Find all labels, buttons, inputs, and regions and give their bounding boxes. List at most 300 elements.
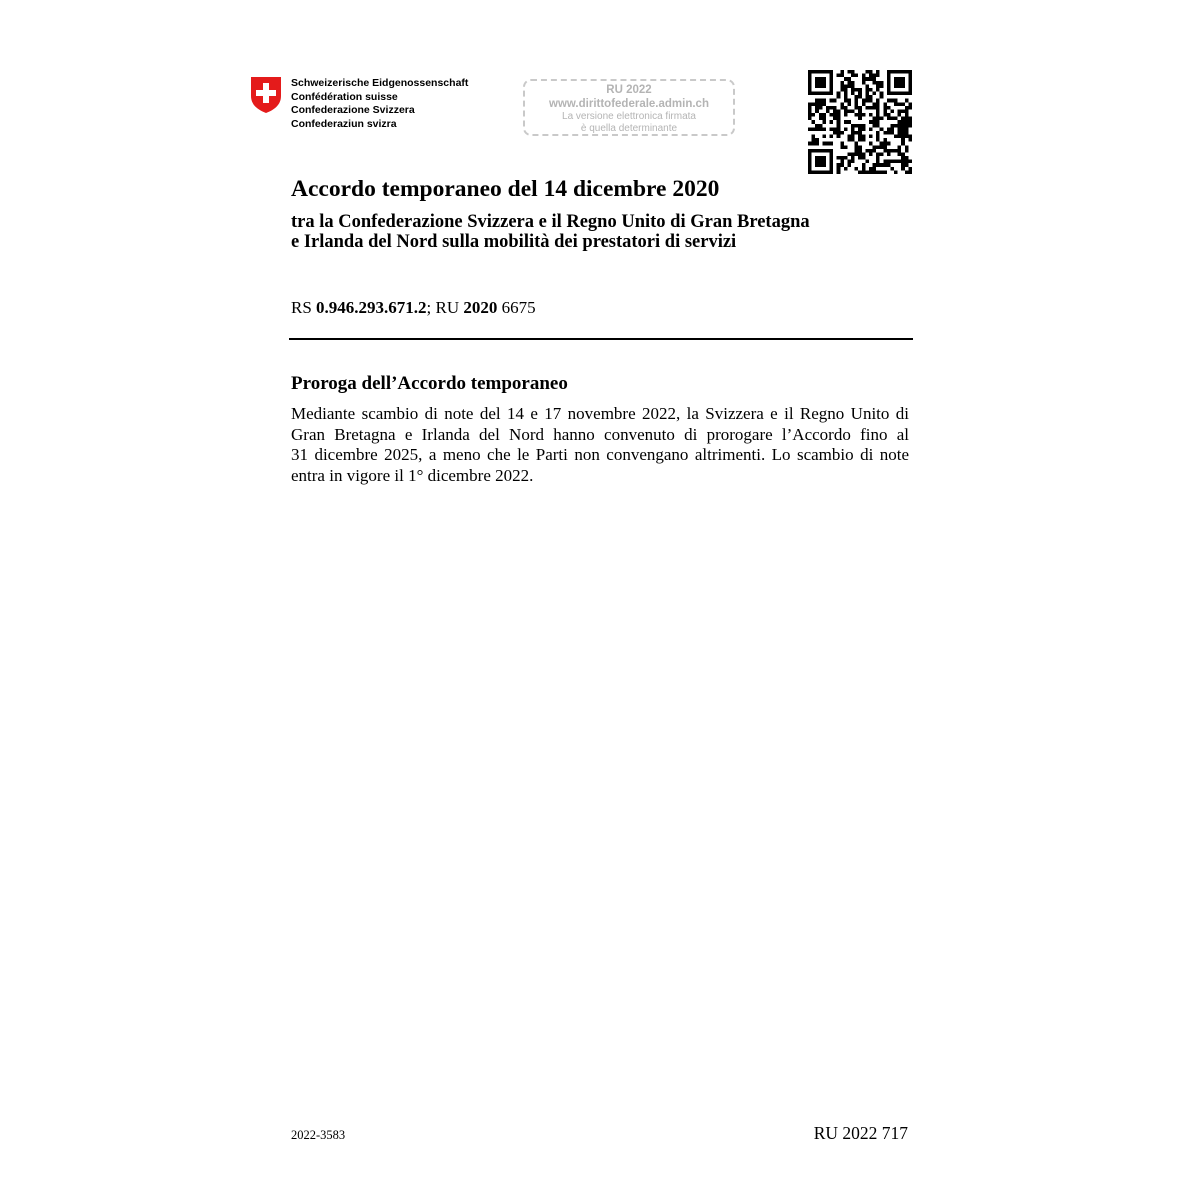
qr-module	[865, 92, 869, 96]
qr-module	[876, 145, 880, 149]
qr-module	[894, 135, 898, 139]
swiss-cross-shield-icon	[250, 76, 282, 114]
qr-module	[844, 77, 848, 81]
qr-module	[862, 113, 866, 117]
qr-module	[822, 127, 826, 131]
qr-module	[812, 127, 816, 131]
qr-module	[858, 124, 862, 128]
qr-module	[894, 170, 898, 174]
qr-module	[812, 102, 816, 106]
rs-number: 0.946.293.671.2	[316, 298, 427, 317]
qr-module	[851, 138, 855, 142]
qr-module	[855, 74, 859, 78]
qr-module	[830, 142, 834, 146]
qr-module	[880, 152, 884, 156]
reference-numbers	[291, 298, 536, 318]
qr-module	[869, 127, 873, 131]
body-line: Mediante scambio di note del 14 e 17 novembre 2022, la Svizzera e il Regno Unito di	[291, 404, 909, 423]
qr-module	[837, 117, 841, 121]
qr-module	[822, 117, 826, 121]
qr-module	[837, 163, 841, 167]
qr-module	[858, 95, 862, 99]
subtitle-line: e Irlanda del Nord sulla mobilità dei prestatori di servizi	[291, 232, 737, 252]
rs-prefix: RS	[291, 298, 317, 317]
qr-module	[815, 127, 819, 131]
qr-module	[833, 127, 837, 131]
qr-module	[876, 81, 880, 85]
qr-module	[869, 106, 873, 110]
qr-module	[873, 170, 877, 174]
qr-module	[901, 102, 905, 106]
qr-module	[890, 149, 894, 153]
qr-module	[873, 81, 877, 85]
qr-module	[865, 99, 869, 103]
qr-module	[876, 70, 880, 74]
qr-module	[837, 170, 841, 174]
qr-module	[847, 160, 851, 164]
qr-module	[901, 167, 905, 171]
qr-module	[901, 131, 905, 135]
qr-module	[883, 149, 887, 153]
qr-module	[876, 138, 880, 142]
qr-module	[901, 124, 905, 128]
qr-module	[880, 145, 884, 149]
qr-module	[851, 135, 855, 139]
qr-module	[822, 135, 826, 139]
qr-module	[822, 142, 826, 146]
qr-module	[851, 81, 855, 85]
qr-module	[887, 149, 891, 153]
qr-module	[887, 113, 891, 117]
qr-module	[908, 120, 912, 124]
qr-module	[883, 138, 887, 142]
qr-module	[855, 95, 859, 99]
qr-module	[833, 106, 837, 110]
qr-module	[869, 70, 873, 74]
qr-module	[905, 149, 909, 153]
qr-module	[901, 117, 905, 121]
qr-module	[851, 84, 855, 88]
swiss-federal-logo	[250, 74, 480, 134]
qr-module	[855, 149, 859, 153]
qr-module	[822, 102, 826, 106]
qr-module	[887, 163, 891, 167]
qr-module	[883, 102, 887, 106]
qr-module	[901, 160, 905, 164]
qr-module	[876, 120, 880, 124]
qr-module	[808, 109, 812, 113]
official-compilation-reference: RU 2022 717	[813, 1123, 908, 1143]
qr-module	[894, 99, 898, 103]
qr-module	[826, 142, 830, 146]
qr-module	[869, 113, 873, 117]
qr-module	[873, 106, 877, 110]
qr-module	[812, 113, 816, 117]
qr-module	[855, 167, 859, 171]
qr-module	[901, 120, 905, 124]
qr-module	[826, 106, 830, 110]
qr-module	[858, 170, 862, 174]
qr-module	[837, 109, 841, 113]
qr-module	[812, 142, 816, 146]
qr-module	[901, 127, 905, 131]
qr-module	[855, 145, 859, 149]
qr-module	[883, 109, 887, 113]
qr-module	[855, 99, 859, 103]
qr-module	[880, 117, 884, 121]
section-body	[291, 404, 909, 486]
qr-module	[862, 156, 866, 160]
qr-module	[865, 160, 869, 164]
qr-module	[844, 113, 848, 117]
qr-module	[898, 152, 902, 156]
qr-module	[908, 117, 912, 121]
qr-module	[851, 124, 855, 128]
qr-module	[844, 127, 848, 131]
qr-module	[847, 81, 851, 85]
qr-module	[905, 135, 909, 139]
qr-module	[865, 149, 869, 153]
qr-module	[837, 74, 841, 78]
qr-module	[905, 109, 909, 113]
qr-module	[840, 74, 844, 78]
qr-module	[905, 156, 909, 160]
qr-module	[819, 99, 823, 103]
qr-module	[847, 163, 851, 167]
qr-module	[840, 70, 844, 74]
qr-module	[873, 145, 877, 149]
qr-module	[858, 138, 862, 142]
qr-module	[833, 99, 837, 103]
qr-module	[840, 106, 844, 110]
qr-module	[898, 127, 902, 131]
ru-year: 2020	[463, 298, 498, 317]
qr-module	[851, 160, 855, 164]
qr-module	[905, 170, 909, 174]
qr-module	[812, 120, 816, 124]
qr-module	[898, 131, 902, 135]
qr-module	[808, 142, 812, 146]
qr-module	[862, 167, 866, 171]
qr-module	[905, 117, 909, 121]
qr-module	[887, 152, 891, 156]
qr-module	[830, 113, 834, 117]
document-number: 2022-3583	[291, 1128, 346, 1142]
qr-module	[905, 160, 909, 164]
qr-module	[908, 102, 912, 106]
qr-module	[873, 102, 877, 106]
qr-module	[837, 113, 841, 117]
qr-module	[873, 124, 877, 128]
qr-module	[833, 109, 837, 113]
qr-module	[883, 106, 887, 110]
qr-module	[876, 163, 880, 167]
qr-module	[880, 142, 884, 146]
qr-module	[847, 152, 851, 156]
qr-module	[862, 102, 866, 106]
qr-module	[844, 92, 848, 96]
qr-module	[847, 84, 851, 88]
qr-module	[887, 117, 891, 121]
qr-module	[855, 131, 859, 135]
qr-module	[876, 106, 880, 110]
qr-module	[865, 106, 869, 110]
qr-module	[873, 117, 877, 121]
name-romansh: Confederaziun svizra	[291, 117, 397, 130]
qr-module	[880, 92, 884, 96]
qr-module	[844, 95, 848, 99]
qr-module	[840, 163, 844, 167]
qr-module	[840, 131, 844, 135]
body-line: Gran Bretagna e Irlanda del Nord hanno convenuto di prorogare l’Accordo fino al	[291, 424, 909, 444]
qr-module	[855, 152, 859, 156]
qr-module	[876, 124, 880, 128]
qr-module	[908, 138, 912, 142]
qr-module	[830, 127, 834, 131]
qr-module	[815, 142, 819, 146]
subtitle-line: tra la Confederazione Svizzera e il Regno Unito di Gran Bretagna	[291, 212, 810, 232]
qr-module	[898, 113, 902, 117]
qr-module	[865, 88, 869, 92]
qr-code-icon[interactable]	[808, 70, 912, 174]
qr-module	[858, 149, 862, 153]
qr-module	[869, 88, 873, 92]
qr-module	[898, 149, 902, 153]
qr-module	[883, 113, 887, 117]
qr-module	[847, 70, 851, 74]
qr-module	[851, 152, 855, 156]
qr-module	[858, 88, 862, 92]
qr-module	[812, 135, 816, 139]
qr-module	[901, 135, 905, 139]
qr-module	[837, 92, 841, 96]
qr-module	[901, 138, 905, 142]
qr-module	[887, 160, 891, 164]
qr-module	[905, 99, 909, 103]
qr-module	[840, 102, 844, 106]
qr-module	[822, 99, 826, 103]
name-italian: Confederazione Svizzera	[291, 104, 415, 117]
name-german: Schweizerische Eidgenossenschaft	[291, 77, 469, 89]
qr-module	[815, 106, 819, 110]
qr-module	[851, 127, 855, 131]
qr-module	[890, 124, 894, 128]
qr-module	[862, 74, 866, 78]
section-title: Proroga dell’Accordo temporaneo	[291, 373, 568, 394]
qr-module	[847, 120, 851, 124]
qr-module	[862, 135, 866, 139]
qr-module	[858, 92, 862, 96]
qr-module	[876, 99, 880, 103]
qr-module	[862, 152, 866, 156]
qr-module	[876, 109, 880, 113]
qr-module	[876, 113, 880, 117]
name-french: Confédération suisse	[291, 90, 398, 103]
qr-module	[876, 160, 880, 164]
qr-module	[837, 124, 841, 128]
qr-module	[851, 88, 855, 92]
qr-module	[844, 145, 848, 149]
qr-module	[855, 113, 859, 117]
confederation-names	[291, 77, 468, 131]
body-line: 31 dicembre 2025, a meno che le Parti non convengano altrimenti. Lo scambio di note	[291, 445, 909, 464]
stamp-collection: RU 2022	[606, 84, 652, 96]
qr-module	[898, 145, 902, 149]
qr-module	[905, 145, 909, 149]
qr-module	[873, 77, 877, 81]
ru-page: 6675	[497, 298, 536, 317]
qr-module	[894, 102, 898, 106]
qr-module	[844, 99, 848, 103]
qr-module	[815, 102, 819, 106]
qr-module	[847, 109, 851, 113]
qr-module	[898, 135, 902, 139]
qr-module	[844, 84, 848, 88]
qr-module	[837, 156, 841, 160]
qr-module	[876, 131, 880, 135]
qr-module	[869, 99, 873, 103]
qr-module	[890, 160, 894, 164]
qr-module	[815, 99, 819, 103]
qr-module	[858, 109, 862, 113]
qr-module	[851, 70, 855, 74]
qr-module	[880, 81, 884, 85]
qr-module	[890, 99, 894, 103]
qr-module	[858, 152, 862, 156]
qr-module	[858, 113, 862, 117]
qr-module	[855, 102, 859, 106]
qr-module	[858, 156, 862, 160]
stamp-note-1: La versione elettronica firmata	[562, 111, 696, 122]
qr-module	[862, 77, 866, 81]
qr-module	[869, 120, 873, 124]
qr-module	[851, 92, 855, 96]
qr-module	[869, 152, 873, 156]
cross-horizontal	[256, 90, 276, 96]
qr-module	[880, 170, 884, 174]
qr-module	[833, 117, 837, 121]
qr-module	[847, 138, 851, 142]
qr-module	[887, 131, 891, 135]
qr-module	[873, 120, 877, 124]
qr-module	[890, 127, 894, 131]
qr-module	[876, 84, 880, 88]
qr-module	[862, 163, 866, 167]
qr-module	[869, 170, 873, 174]
qr-module	[894, 124, 898, 128]
qr-module	[908, 167, 912, 171]
qr-module	[876, 117, 880, 121]
qr-module	[873, 149, 877, 153]
document-title: Accordo temporaneo del 14 dicembre 2020	[291, 176, 720, 202]
qr-module	[862, 127, 866, 131]
qr-module	[873, 167, 877, 171]
qr-module	[819, 113, 823, 117]
qr-module	[898, 120, 902, 124]
qr-module	[855, 124, 859, 128]
qr-module	[840, 84, 844, 88]
qr-module	[844, 109, 848, 113]
qr-module	[837, 131, 841, 135]
qr-module	[826, 109, 830, 113]
qr-module	[858, 106, 862, 110]
qr-module	[898, 124, 902, 128]
qr-finder-center	[815, 156, 826, 167]
qr-module	[819, 127, 823, 131]
qr-module	[905, 163, 909, 167]
qr-module	[908, 124, 912, 128]
qr-module	[840, 145, 844, 149]
qr-module	[812, 138, 816, 142]
qr-module	[847, 99, 851, 103]
qr-module	[876, 88, 880, 92]
qr-module	[862, 138, 866, 142]
qr-module	[905, 124, 909, 128]
qr-module	[808, 102, 812, 106]
qr-module	[901, 163, 905, 167]
qr-module	[847, 77, 851, 81]
qr-module	[858, 127, 862, 131]
qr-module	[894, 160, 898, 164]
qr-module	[819, 102, 823, 106]
qr-module	[898, 102, 902, 106]
qr-module	[876, 156, 880, 160]
qr-module	[858, 145, 862, 149]
electronic-version-stamp	[523, 79, 735, 136]
qr-module	[830, 99, 834, 103]
qr-module	[887, 99, 891, 103]
qr-module	[880, 127, 884, 131]
qr-module	[873, 163, 877, 167]
qr-module	[890, 131, 894, 135]
qr-module	[815, 109, 819, 113]
qr-module	[894, 117, 898, 121]
qr-module	[898, 160, 902, 164]
qr-module	[898, 109, 902, 113]
qr-module	[905, 120, 909, 124]
qr-module	[847, 135, 851, 139]
qr-module	[905, 131, 909, 135]
qr-module	[883, 163, 887, 167]
qr-module	[837, 135, 841, 139]
qr-module	[855, 142, 859, 146]
qr-module	[894, 149, 898, 153]
qr-module	[905, 106, 909, 110]
qr-module	[901, 152, 905, 156]
qr-module	[876, 102, 880, 106]
qr-module	[822, 120, 826, 124]
qr-module	[851, 109, 855, 113]
qr-module	[905, 127, 909, 131]
qr-module	[869, 149, 873, 153]
qr-module	[851, 131, 855, 135]
document-subtitle	[291, 212, 810, 252]
qr-module	[844, 88, 848, 92]
qr-module	[840, 156, 844, 160]
qr-module	[840, 160, 844, 164]
qr-module	[840, 81, 844, 85]
qr-module	[908, 160, 912, 164]
qr-module	[830, 120, 834, 124]
qr-module	[830, 135, 834, 139]
qr-module	[844, 120, 848, 124]
horizontal-rule	[289, 338, 913, 340]
qr-module	[815, 138, 819, 142]
qr-module	[862, 81, 866, 85]
qr-module	[908, 135, 912, 139]
qr-module	[887, 106, 891, 110]
qr-module	[880, 163, 884, 167]
